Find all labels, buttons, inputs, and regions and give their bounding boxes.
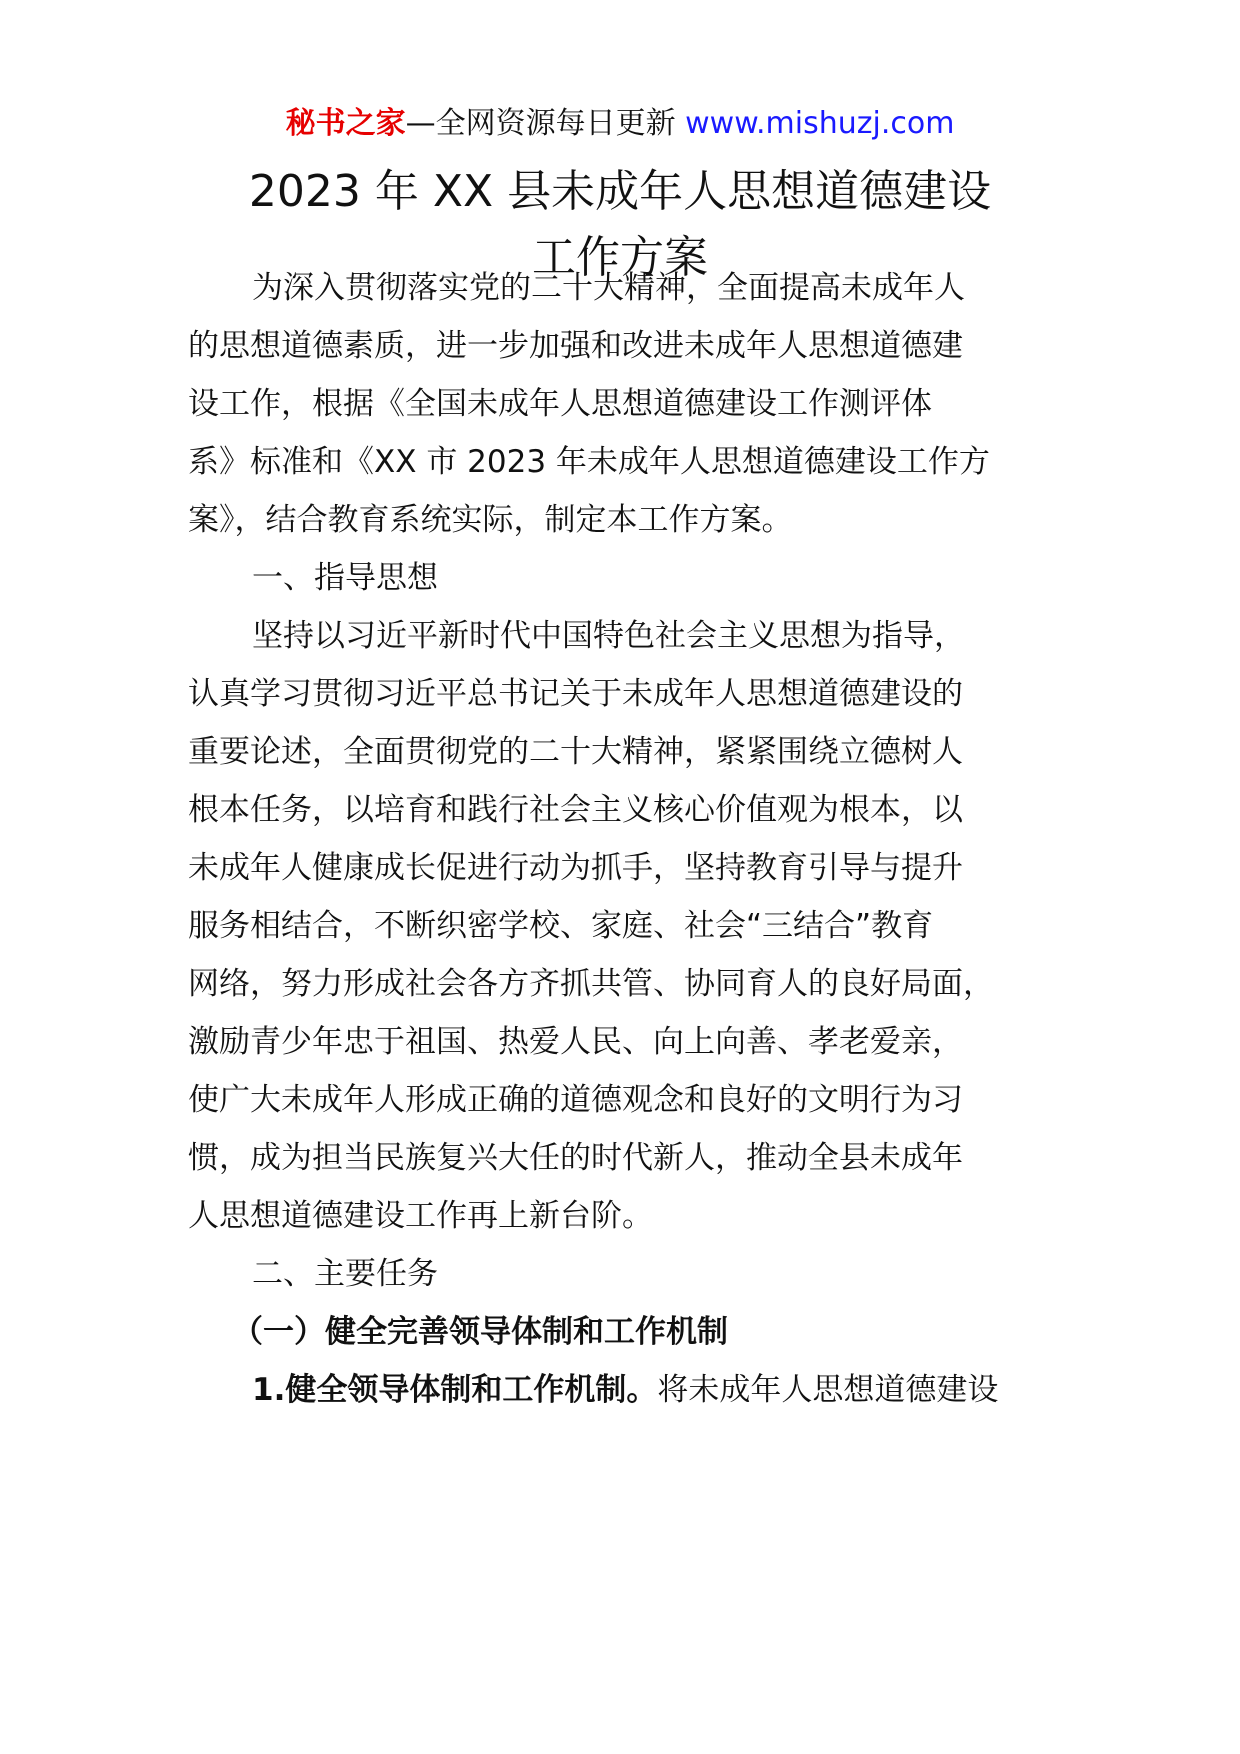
- site-slogan: —全网资源每日更新: [405, 106, 686, 141]
- section1-line: 重要论述，全面贯彻党的二十大精神，紧紧围绕立德树人: [188, 734, 963, 770]
- section1-line: 根本任务，以培育和践行社会主义核心价值观为根本，以: [188, 792, 963, 828]
- item-1-text: 将未成年人思想道德建设: [657, 1372, 999, 1408]
- intro-line: 的思想道德素质，进一步加强和改进未成年人思想道德建: [188, 328, 963, 364]
- item-1-title: 1.健全领导体制和工作机制。: [252, 1372, 658, 1408]
- section1-line: 认真学习贯彻习近平总书记关于未成年人思想道德建设的: [188, 676, 963, 712]
- intro-line: 为深入贯彻落实党的二十大精神，全面提高未成年人: [252, 270, 965, 306]
- site-brand: 秘书之家: [285, 106, 406, 141]
- intro-line: 系》标准和《XX 市 2023 年未成年人思想道德建设工作方: [188, 444, 990, 480]
- section1-line: 惯，成为担当民族复兴大任的时代新人，推动全县未成年: [188, 1140, 963, 1176]
- section-heading-main-tasks: 二、主要任务: [252, 1256, 438, 1292]
- section-heading-guiding-thought: 一、指导思想: [252, 560, 438, 596]
- item-1-line: [252, 1370, 998, 1410]
- site-url[interactable]: www.mishuzj.com: [685, 106, 955, 141]
- section1-line: 网络，努力形成社会各方齐抓共管、协同育人的良好局面，: [188, 966, 994, 1002]
- section1-line: 服务相结合，不断织密学校、家庭、社会“三结合”教育: [188, 908, 934, 944]
- document-title-line-1: 2023 年 XX 县未成年人思想道德建设: [248, 166, 992, 217]
- section1-line: 人思想道德建设工作再上新台阶。: [188, 1198, 653, 1234]
- site-header: [0, 104, 1240, 144]
- subsection-heading-leadership: （一）健全完善领导体制和工作机制: [232, 1314, 728, 1350]
- intro-line: 设工作，根据《全国未成年人思想道德建设工作测评体: [188, 386, 932, 422]
- section1-line: 未成年人健康成长促进行动为抓手，坚持教育引导与提升: [188, 850, 963, 886]
- document-title-line-2: 工作方案: [532, 232, 708, 283]
- section1-line: 激励青少年忠于祖国、热爱人民、向上向善、孝老爱亲，: [188, 1024, 963, 1060]
- section1-line: 使广大未成年人形成正确的道德观念和良好的文明行为习: [188, 1082, 963, 1118]
- section1-line: 坚持以习近平新时代中国特色社会主义思想为指导，: [252, 618, 965, 654]
- intro-line: 案》，结合教育系统实际，制定本工作方案。: [188, 502, 793, 538]
